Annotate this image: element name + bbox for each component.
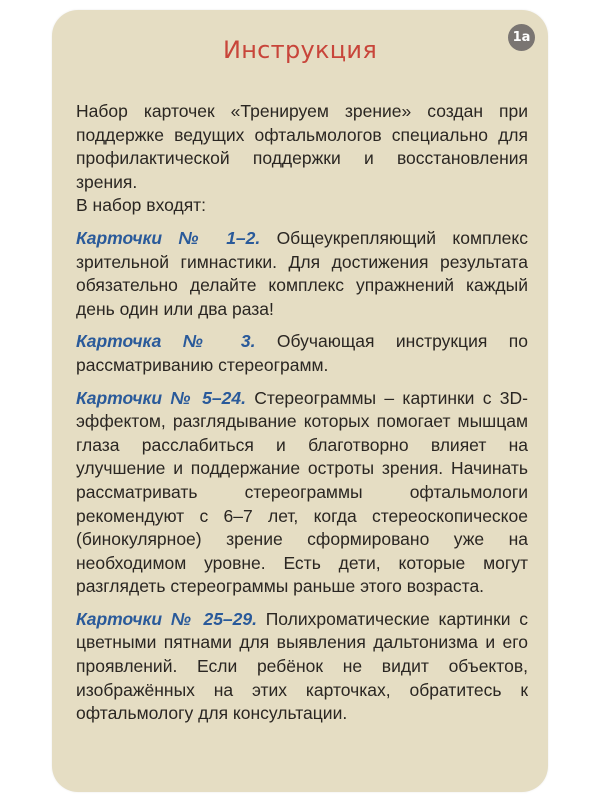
section-label: Карточки № 5–24. [76, 387, 246, 408]
section-text: Стереограммы – картинки с 3D-эффектом, разглядывание которых помогает мышцам глаза расслабиться и благотворно влияет на улучшение и поддержание остроты зрения. Начинать рассматривать стереограммы офтальмологи рекомендуют с 6–7 лет, когда стереоскопическое (бинокулярное) зрение сформировано уже на необходимом уровне. Есть дети, которые могут разглядеть стереограммы раньше этого возраста. [76, 387, 528, 597]
section-label: Карточки № 25–29. [76, 608, 257, 629]
section-cards-1-2 [76, 227, 528, 321]
section-cards-5-24 [76, 387, 528, 599]
section-text: Полихроматические картинки с цветными пятнами для выявления дальтонизма и его проявлений. Если ребёнок не видит объектов, изображённых на этих карточках, обратитесь к офтальмологу для консультации. [76, 608, 528, 724]
section-text: Общеукрепляющий комплекс зрительной гимнастики. Для достижения результата обязательно делайте комплекс упражнений каждый день один или два раза! [76, 227, 528, 319]
section-text: Обучающая инструкция по рассматриванию стереограмм. [76, 331, 528, 375]
section-card-3 [76, 330, 528, 377]
section-label: Карточка № 3. [76, 331, 256, 352]
section-cards-25-29 [76, 608, 528, 726]
includes-text: В набор входят: [76, 195, 207, 216]
card-body [76, 100, 528, 726]
card-title: Инструкция [222, 36, 378, 64]
intro-text: Набор карточек «Тренируем зрение» создан при поддержке ведущих офтальмологов специально для профилактической поддержки и восстановления зрения. [76, 101, 528, 192]
intro-paragraph [76, 100, 528, 218]
section-label: Карточки № 1–2. [76, 227, 261, 248]
card-number-badge: 1a [508, 24, 535, 51]
